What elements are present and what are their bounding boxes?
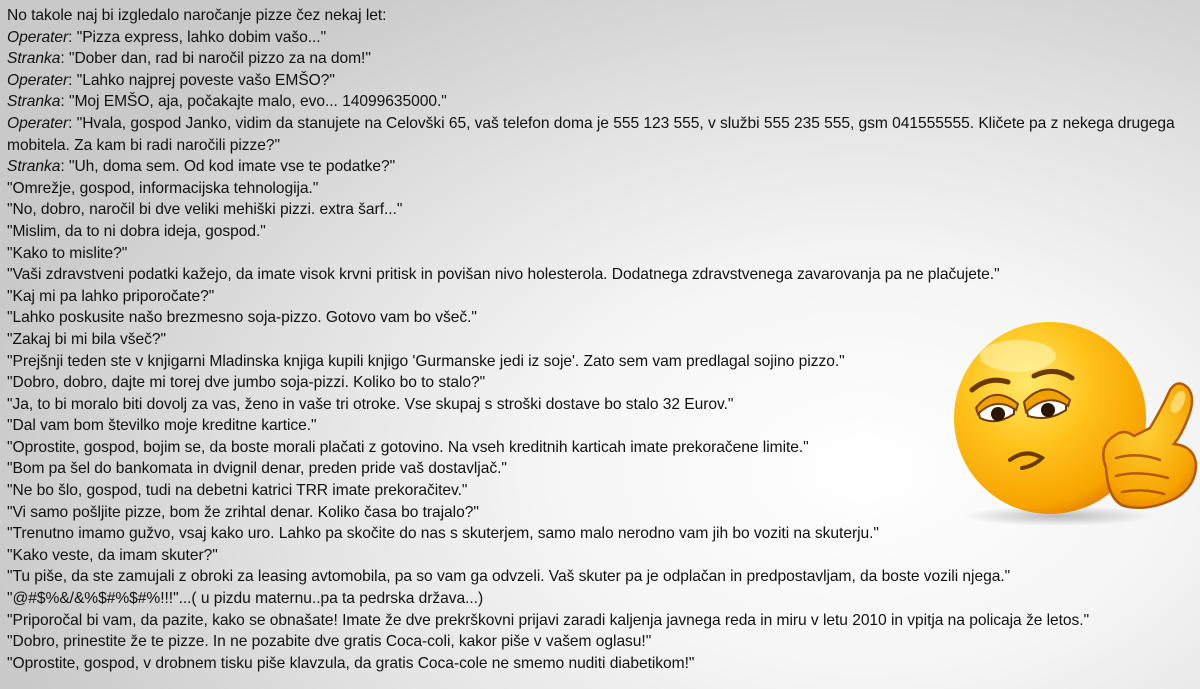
dialogue-line: "Oprostite, gospod, v drobnem tisku piše klavzula, da gratis Coca-cole ne smemo nuditi diabetikom!" [7,654,695,672]
dialogue-line: "Kako to mislite?" [7,244,128,262]
dialogue-line: "Ja, to bi moralo biti dovolj za vas, ženo in vaše tri otroke. Vse skupaj s stroški dostave bo stalo 32 Eurov." [7,395,734,413]
dialogue-line: "Vaši zdravstveni podatki kažejo, da imate visok krvni pritisk in povišan nivo holesterola. Dodatnega zdravstvenega zavarovanja pa ne plačujete." [7,266,1000,284]
dialogue-line: "Trenutno imamo gužvo, vsaj kako uro. Lahko pa skočite do nas s skuterjem, samo malo nerodno vam jih bo voziti na skuterju." [7,525,879,543]
dialogue-line: Operater: "Lahko najprej poveste vašo EMŠO?" [7,71,335,89]
dialogue-line: "Zakaj bi mi bila všeč?" [7,330,166,348]
dialogue-line: Stranka: "Uh, doma sem. Od kod imate vse te podatke?" [7,158,396,176]
dialogue-line: "Kako veste, da imam skuter?" [7,546,218,564]
dialogue-line: Stranka: "Moj EMŠO, aja, počakajte malo, evo... 14099635000." [7,93,447,111]
dialogue-line: "Mislim, da to ni dobra ideja, gospod." [7,222,266,240]
dialogue-line: No takole naj bi izgledalo naročanje pizze čez nekaj let: [7,7,387,24]
thinking-emoji-icon [938,318,1200,528]
speaker-name: Operater [7,114,69,132]
dialogue-line: "Dobro, prinestite že te pizze. In ne pozabite dve gratis Coca-coli, kakor piše v vašem oglasu!" [7,633,652,651]
dialogue-line: "Kaj mi pa lahko priporočate?" [7,287,215,305]
dialogue-line: "Vi samo pošljite pizze, bom že zrihtal denar. Koliko časa bo trajalo?" [7,503,479,521]
dialogue-line: "Prejšnji teden ste v knjigarni Mladinska knjiga kupili knjigo 'Gurmanske jedi iz soje'. Zato sem vam predlagal sojino pizzo." [7,352,845,370]
dialogue-line: "Lahko poskusite našo brezmesno soja-pizzo. Gotovo vam bo všeč." [7,309,477,327]
speaker-name: Operater [7,71,69,89]
dialogue-line: "@#$%&/&%$#%$#%!!!"...( u pizdu maternu..pa ta pedrska država...) [7,590,484,608]
right-pupil [1041,403,1055,417]
dialogue-line: "Oprostite, gospod, bojim se, da boste morali plačati z gotovino. Na vseh kreditnih karticah imate prekoračene limite." [7,438,809,456]
dialogue-line: "Dal vam bom številko moje kreditne kartice." [7,417,317,435]
dialogue-line: "Omrežje, gospod, informacijska tehnologija." [7,179,319,197]
dialogue-line: "No, dobro, naročil bi dve veliki mehiški pizzi. extra šarf..." [7,201,403,219]
dialogue-line: Operater: "Hvala, gospod Janko, vidim da stanujete na Celovški 65, vaš telefon doma je 555 123 555, v službi 555 235 555, gsm 041555555. Kličete pa z nekega drugega mobitela. Za kam bi radi naročili pizze?" [7,114,1175,154]
dialogue-line: "Priporočal bi vam, da pazite, kako se obnašate! Imate že dve prekrškovni prijavi zaradi kaljenja javnega reda in miru v letu 2010 in vpitja na policaja že letos." [7,611,1090,629]
speaker-name: Stranka [7,50,61,68]
dialogue-line: Stranka: "Dober dan, rad bi naročil pizzo za na dom!" [7,50,371,68]
emoji-highlight [980,340,1056,372]
dialogue-line: "Tu piše, da ste zamujali z obroki za leasing avtomobila, pa so vam ga odvzeli. Vaš skuter pa je odplačan in predpostavljam, da boste vozili njega." [7,568,1011,586]
speaker-name: Operater [7,28,69,46]
left-pupil [991,407,1005,421]
dialogue-line: "Dobro, dobro, dajte mi torej dve jumbo soja-pizzi. Koliko bo to stalo?" [7,374,486,392]
dialogue-line: Operater: "Pizza express, lahko dobim vašo..." [7,28,327,46]
speaker-name: Stranka [7,158,61,176]
dialogue-line: "Ne bo šlo, gospod, tudi na debetni katrici TRR imate prekoračitev." [7,482,468,500]
dialogue-line: "Bom pa šel do bankomata in dvignil denar, preden pride vaš dostavljač." [7,460,507,478]
speaker-name: Stranka [7,93,61,111]
